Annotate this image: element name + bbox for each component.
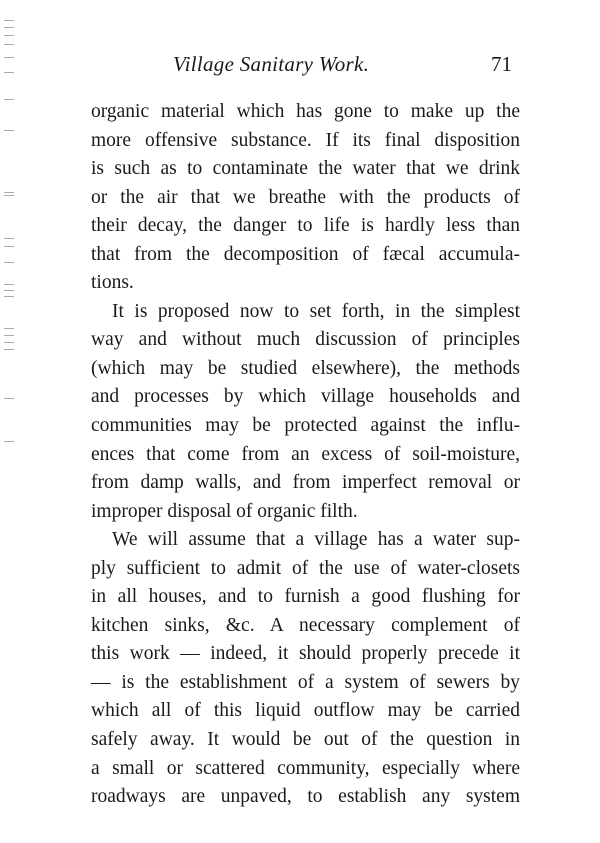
text-line: way and without much discussion of principles [91,329,520,351]
text-line: ences that come from an excess of soil-moisture, [91,443,520,465]
text-line: It is proposed now to set forth, in the simplest [112,300,520,322]
margin-mark [4,328,14,329]
text-line: tions. [91,272,134,294]
margin-mark [4,246,14,247]
text-line: a small or scattered community, especially where [91,757,520,779]
margin-mark [4,130,14,131]
margin-mark [4,57,14,58]
margin-mark [4,44,14,45]
margin-mark [4,262,14,263]
margin-mark [4,441,14,442]
margin-mark [4,20,14,21]
margin-mark [4,238,14,239]
body-text [91,98,520,812]
text-line: that from the decomposition of fæcal accumula- [91,243,520,265]
text-line: which all of this liquid outflow may be carried [91,700,520,722]
margin-mark [4,27,14,28]
text-line: in all houses, and to furnish a good flushing for [91,586,520,608]
text-line: more offensive substance. If its final disposition [91,129,520,151]
text-line: (which may be studied elsewhere), the methods [91,357,520,379]
text-line: organic material which has gone to make up the [91,101,520,122]
text-line: from damp walls, and from imperfect removal or [91,472,520,494]
text-line: or the air that we breathe with the products of [91,186,520,208]
text-line: roadways are unpaved, to establish any system [91,786,520,808]
margin-mark [4,342,14,343]
running-header [91,52,520,82]
text-line: their decay, the danger to life is hardly less than [91,215,520,237]
text-line: is such as to contaminate the water that we drink [91,158,520,180]
text-line: — is the establishment of a system of sewers by [91,671,520,693]
text-line: safely away. It would be out of the question in [91,729,520,751]
text-line: and processes by which village households and [91,386,520,408]
margin-mark [4,72,14,73]
margin-mark [4,284,14,285]
text-line: this work — indeed, it should properly precede it [91,643,520,665]
page-number: 71 [491,52,512,76]
margin-mark [4,35,14,36]
text-line: communities may be protected against the influ- [91,415,520,437]
margin-mark [4,99,14,100]
margin-mark [4,290,14,291]
margin-mark [4,335,14,336]
text-line: ply sufficient to admit of the use of water-closets [91,557,520,579]
running-title: Village Sanitary Work. [173,52,370,76]
text-line: kitchen sinks, &c. A necessary complement of [91,614,520,636]
margin-mark [4,349,14,350]
margin-mark [4,398,14,399]
text-line: improper disposal of organic filth. [91,500,358,522]
margin-mark [4,192,14,193]
margin-mark [4,195,14,196]
margin-mark [4,296,14,297]
text-line: We will assume that a village has a water sup- [112,529,520,551]
